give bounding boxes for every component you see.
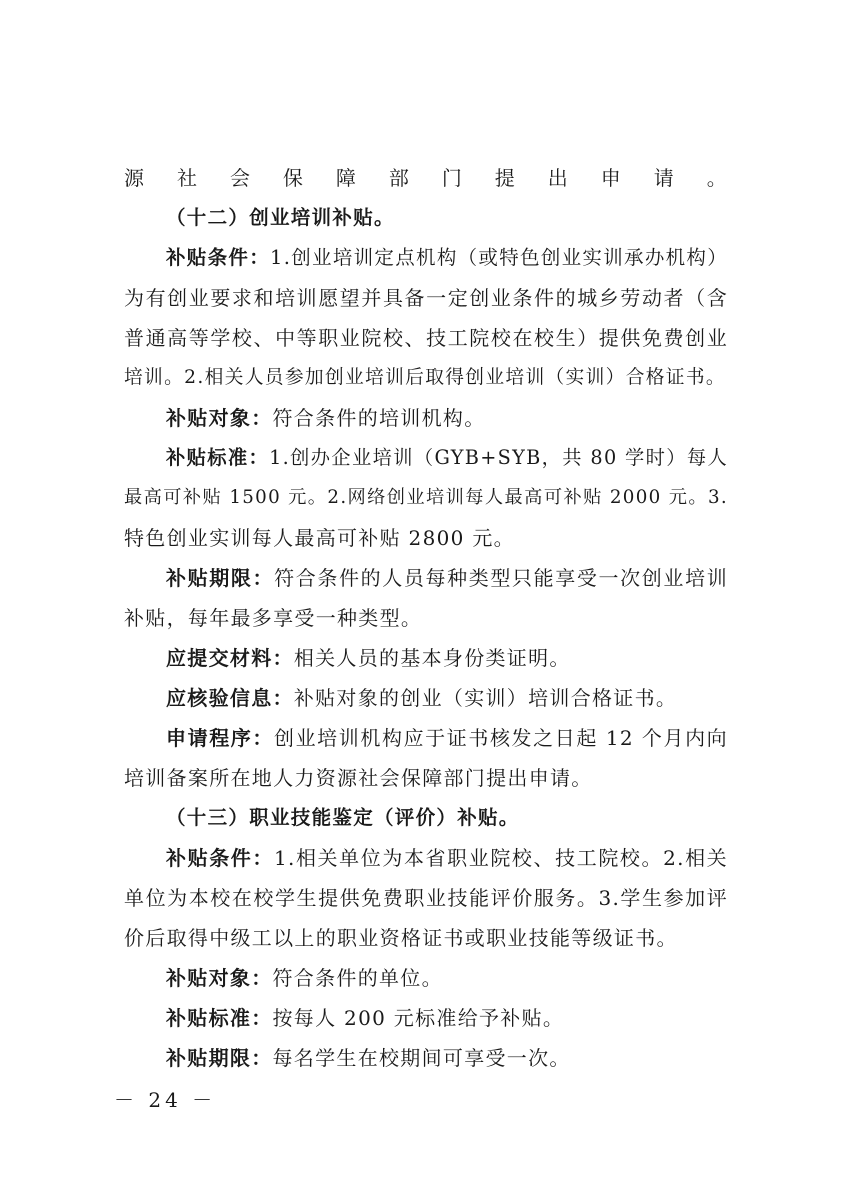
text-line: 特色创业实训每人最高可补贴 2800 元。 [124, 526, 515, 550]
text-line: 应提交材料：相关人员的基本身份类证明。 [166, 646, 571, 670]
text-line: 补贴期限：每名学生在校期间可享受一次。 [166, 1046, 571, 1070]
field-label: 补贴标准： [166, 1006, 273, 1030]
field-label: 补贴条件： [166, 246, 271, 269]
text-line: 价后取得中级工以上的职业资格证书或职业技能等级证书。 [124, 926, 678, 950]
text-line: 补贴对象：符合条件的培训机构。 [166, 406, 486, 430]
text-line: 为有创业要求和培训愿望并具备一定创业条件的城乡劳动者（含 [124, 286, 728, 310]
field-label: 补贴标准： [166, 446, 270, 469]
field-label: 应提交材料： [166, 646, 294, 670]
field-label: 申请程序： [166, 726, 274, 750]
text-line: 普通高等学校、中等职业院校、技工院校在校生）提供免费创业 [124, 326, 728, 350]
text-line: 培训备案所在地人力资源社会保障部门提出申请。 [124, 766, 593, 790]
field-label: 补贴期限： [166, 1046, 273, 1070]
field-label: 补贴期限： [166, 566, 275, 590]
page-number: － 24 － [114, 1088, 217, 1112]
text-line: 补贴对象：符合条件的单位。 [166, 966, 443, 990]
text-line: 补贴，每年最多享受一种类型。 [124, 606, 423, 630]
section-heading-12: （十二）创业培训补贴。 [166, 206, 395, 229]
text-line: 培训。2.相关人员参加创业培训后取得创业培训（实训）合格证书。 [124, 367, 726, 388]
document-body [124, 158, 728, 1078]
text-line: 最高可补贴 1500 元。2.网络创业培训每人最高可补贴 2000 元。3. [124, 487, 728, 508]
text-line: 单位为本校在校学生提供免费职业技能评价服务。3.学生参加评 [124, 886, 728, 910]
section-heading-13: （十三）职业技能鉴定（评价）补贴。 [166, 806, 520, 829]
text-line: 应核验信息：补贴对象的创业（实训）培训合格证书。 [166, 686, 678, 710]
text-line: 申请程序：创业培训机构应于证书核发之日起 12 个月内向 [166, 726, 728, 750]
field-label: 补贴对象： [166, 966, 273, 990]
text-line: 补贴期限：符合条件的人员每种类型只能享受一次创业培训 [166, 566, 728, 590]
text-line: 补贴条件：1.创业培训定点机构（或特色创业实训承办机构） [166, 246, 729, 269]
field-label: 补贴对象： [166, 406, 273, 430]
text-line: 补贴条件：1.相关单位为本省职业院校、技工院校。2.相关 [166, 846, 728, 870]
field-label: 补贴条件： [166, 846, 274, 870]
field-label: 应核验信息： [166, 686, 294, 710]
text-line: 补贴标准：按每人 200 元标准给予补贴。 [166, 1006, 565, 1030]
text-line: 源社会保障部门提出申请。 [124, 166, 728, 190]
text-line: 补贴标准：1.创办企业培训（GYB+SYB，共 80 学时）每人 [166, 446, 729, 469]
